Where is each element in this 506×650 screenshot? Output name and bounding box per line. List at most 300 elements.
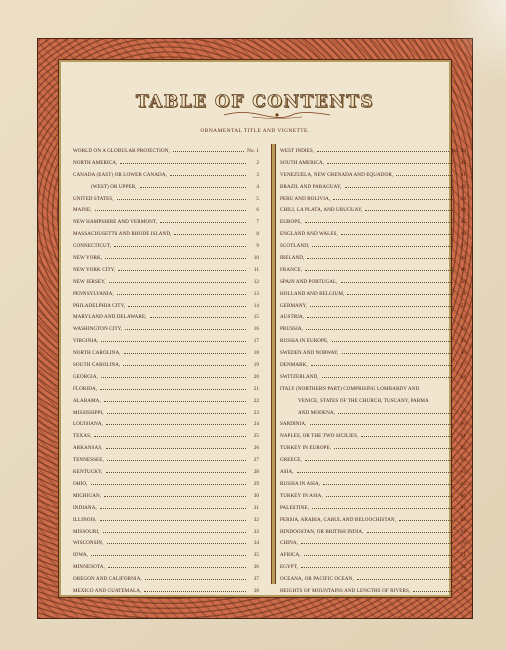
- toc-entry: [280, 576, 466, 588]
- toc-entry-page: 58: [460, 373, 466, 380]
- toc-entry: [280, 243, 466, 255]
- toc-entry-name: SOUTH CAROLINA,: [73, 362, 121, 369]
- toc-entry-name: NORTH CAROLINA,: [73, 350, 121, 357]
- dot-leader: [107, 410, 246, 414]
- toc-entry: [73, 564, 259, 576]
- dot-leader: [333, 196, 453, 200]
- toc-entry-page: 29: [253, 480, 259, 487]
- dot-leader: [297, 469, 453, 473]
- toc-entry: [73, 433, 259, 445]
- toc-entry-page: 7: [256, 219, 259, 226]
- toc-entry-name: TEXAS,: [73, 433, 92, 440]
- toc-entry: [280, 255, 466, 267]
- toc-entry-name: PERU AND BOLIVIA,: [280, 195, 331, 202]
- toc-entry: [73, 303, 259, 315]
- toc-entry-name: FLORIDA,: [73, 385, 98, 392]
- toc-entry-name: NEW YORK,: [73, 255, 103, 262]
- toc-entry-page: 33: [253, 528, 259, 535]
- toc-entry-name: INDIANA,: [73, 504, 97, 511]
- dot-leader: [413, 588, 453, 592]
- toc-entry-name: WORLD ON A GLOBULAR PROJECTION,: [73, 148, 170, 154]
- toc-entry-page: 45: [460, 219, 466, 226]
- toc-entry: [280, 457, 466, 469]
- dot-leader: [128, 303, 246, 307]
- toc-entry-page: 66: [460, 492, 466, 499]
- toc-entry: [280, 410, 466, 422]
- dot-leader: [120, 160, 246, 164]
- toc-entry: [280, 148, 466, 160]
- dot-leader: [100, 505, 246, 509]
- toc-entry: [73, 148, 259, 160]
- toc-entry-page: 23: [253, 409, 259, 416]
- toc-entry-page: 72: [460, 564, 466, 571]
- left-column: [73, 148, 259, 600]
- toc-entry-page: 22: [253, 397, 259, 404]
- toc-entry-page: 53: [460, 314, 466, 321]
- dot-leader: [399, 517, 453, 521]
- toc-entry-name: AUSTRIA,: [280, 314, 305, 321]
- dot-leader: [311, 362, 453, 366]
- toc-entry-page: 54: [460, 326, 466, 333]
- toc-entry-name: OHIO,: [73, 480, 88, 487]
- toc-entry-name: HEIGHTS OF MOUNTAINS AND LENGTHS OF RIVERS,: [280, 587, 411, 594]
- dot-leader: [345, 184, 454, 188]
- dot-leader: [108, 564, 246, 568]
- toc-entry-name: DENMARK,: [280, 362, 308, 369]
- toc-entry-page: 27: [253, 457, 259, 464]
- toc-entry-name: CHINA,: [280, 540, 299, 547]
- toc-entry: [280, 421, 466, 433]
- toc-entry-page: 50: [460, 278, 466, 285]
- toc-entry: [73, 445, 259, 457]
- toc-entry-name: VENEZUELA, NEW GRENADA AND EQUADOR,: [280, 171, 394, 178]
- dot-leader: [307, 255, 453, 259]
- toc-entry-page: 46: [460, 231, 466, 238]
- toc-entry: [280, 338, 466, 350]
- toc-entry-name: VIRGINIA,: [73, 338, 99, 345]
- toc-entry: [73, 505, 259, 517]
- dot-leader: [326, 493, 453, 497]
- dot-leader: [334, 445, 453, 449]
- toc-entry-name: ITALY (NORTHERN PART) COMPRISING LOMBARDY AND: [280, 385, 420, 392]
- toc-entry: [73, 386, 259, 398]
- dot-leader: [304, 552, 453, 556]
- toc-entry-page: 71: [460, 552, 466, 559]
- toc-entry-page: 17: [253, 338, 259, 345]
- toc-entry: [73, 588, 259, 600]
- toc-entry-page: 47: [460, 243, 466, 250]
- dot-leader: [347, 291, 453, 295]
- toc-entry: [73, 374, 259, 386]
- toc-entry-name: BRAZIL AND PARAGUAY,: [280, 183, 342, 190]
- toc-entry-name: OCEANA, OR PACIFIC OCEAN,: [280, 576, 354, 583]
- toc-entry-name: PENNSYLVANIA,: [73, 290, 114, 297]
- toc-entry: [280, 529, 466, 541]
- dot-leader: [361, 433, 453, 437]
- toc-entry: [73, 362, 259, 374]
- toc-entry-name: NEW JERSEY,: [73, 278, 106, 285]
- toc-entry: [280, 398, 466, 410]
- toc-entry-page: No. 1: [247, 148, 259, 154]
- toc-entry-name: PRUSSIA,: [280, 326, 304, 333]
- toc-entry: [280, 564, 466, 576]
- toc-entry-name: SWEDEN AND NORWAY,: [280, 350, 339, 357]
- toc-entry-name: PERSIA, ARABIA, CABUL AND BELOOCHISTAN,: [280, 516, 397, 523]
- toc-entry-page: 5: [256, 195, 259, 202]
- dot-leader: [106, 469, 246, 473]
- toc-entry-page: 15: [253, 314, 259, 321]
- toc-entry-name: AFRICA,: [280, 552, 301, 559]
- toc-entry-name: LOUISIANA,: [73, 421, 104, 428]
- dot-leader: [305, 219, 453, 223]
- toc-entry: [280, 303, 466, 315]
- toc-entry: [280, 267, 466, 279]
- toc-entry: [73, 398, 259, 410]
- dot-leader: [91, 552, 246, 556]
- toc-entry-page: 70: [460, 540, 466, 547]
- dot-leader: [145, 576, 246, 580]
- toc-entry-name: MEXICO AND GUATEMALA,: [73, 587, 142, 594]
- toc-entry-page: 51: [460, 290, 466, 297]
- dot-leader: [118, 267, 246, 271]
- toc-entry-page: 40: [460, 159, 466, 166]
- toc-entry: [73, 207, 259, 219]
- toc-entry-name: NEW YORK CITY,: [73, 266, 116, 273]
- toc-entry-name: EGYPT,: [280, 564, 298, 571]
- toc-entry: [280, 386, 466, 398]
- toc-entry-name: NAPLES, OR THE TWO SICILIES,: [280, 433, 359, 440]
- dot-leader: [117, 196, 246, 200]
- toc-entry-name: IRELAND,: [280, 255, 305, 262]
- toc-entry-name: RUSSIA IN EUROPE,: [280, 338, 329, 345]
- column-divider: [271, 144, 276, 584]
- toc-entry-name: MISSOURI,: [73, 528, 100, 535]
- dot-leader: [173, 148, 244, 152]
- dot-leader: [338, 410, 453, 414]
- toc-entry: [280, 445, 466, 457]
- toc-entry-page: 52: [460, 302, 466, 309]
- toc-entry: [280, 207, 466, 219]
- right-column: [280, 148, 466, 600]
- toc-entry-page: 12: [253, 278, 259, 285]
- toc-entry-name: UNITED STATES,: [73, 195, 114, 202]
- toc-entry: [73, 314, 259, 326]
- toc-entry-name: SCOTLAND,: [280, 243, 310, 250]
- toc-entry-name: HOLLAND AND BELGIUM,: [280, 290, 345, 297]
- toc-entry-page: 9: [256, 243, 259, 250]
- toc-entry: [73, 552, 259, 564]
- toc-entry-page: 69: [460, 528, 466, 535]
- dot-leader: [117, 291, 246, 295]
- toc-entry-name: NEW HAMPSHIRE AND VERMONT,: [73, 219, 158, 226]
- toc-entry-name: MICHIGAN,: [73, 492, 102, 499]
- toc-entry-page: 55: [460, 338, 466, 345]
- toc-entry: [280, 493, 466, 505]
- toc-entry: [73, 160, 259, 172]
- toc-entry: [73, 540, 259, 552]
- toc-entry-page: 4: [256, 183, 259, 190]
- dot-leader: [317, 148, 448, 152]
- toc-entry-page: No. 39: [451, 148, 466, 154]
- toc-entry-name: SARDINIA,: [280, 421, 307, 428]
- dot-leader: [332, 338, 453, 342]
- toc-entry: [73, 457, 259, 469]
- toc-entry: [73, 576, 259, 588]
- toc-entry-name: MAINE,: [73, 207, 92, 214]
- toc-entry-name: CHILI, LA PLATA, AND URUGUAY,: [280, 207, 363, 214]
- toc-entry: [73, 517, 259, 529]
- dot-leader: [310, 421, 453, 425]
- dot-leader: [170, 172, 246, 176]
- dot-leader: [91, 481, 246, 485]
- toc-entry-name: ENGLAND AND WALES,: [280, 231, 338, 238]
- toc-entry-name: EUROPE,: [280, 219, 302, 226]
- toc-entry-page: 11: [253, 266, 259, 273]
- dot-leader: [301, 564, 453, 568]
- toc-entry-name: ARKANSAS,: [73, 445, 103, 452]
- toc-entry-page: 62: [460, 445, 466, 452]
- toc-entry-page: 10: [253, 255, 259, 262]
- dot-leader: [144, 588, 246, 592]
- dot-leader: [301, 540, 453, 544]
- dot-leader: [140, 184, 246, 188]
- toc-entry: [280, 350, 466, 362]
- toc-entry-page: 21: [253, 385, 259, 392]
- toc-entry: [73, 326, 259, 338]
- toc-entry-page: 56: [460, 350, 466, 357]
- toc-entry: [73, 219, 259, 231]
- toc-entry-name: HINDOOSTAN, OR BRITISH INDIA,: [280, 528, 364, 535]
- toc-entry: [280, 517, 466, 529]
- toc-entry: [280, 326, 466, 338]
- toc-entry-page: 6: [256, 207, 259, 214]
- toc-entry-name: WISCONSIN,: [73, 540, 104, 547]
- toc-entry: [73, 338, 259, 350]
- dot-leader: [323, 481, 453, 485]
- toc-entry: [280, 362, 466, 374]
- dot-leader: [107, 540, 246, 544]
- ornamental-border: [37, 38, 473, 619]
- toc-entry-name: MASSACHUSETTS AND RHODE ISLAND,: [73, 231, 172, 238]
- toc-entry-page: 49: [460, 266, 466, 273]
- toc-entry: [73, 279, 259, 291]
- dot-leader: [109, 279, 246, 283]
- toc-entry-page: 25: [253, 433, 259, 440]
- toc-entry-page: 24: [253, 421, 259, 428]
- dot-leader: [104, 398, 246, 402]
- toc-entry: [73, 410, 259, 422]
- toc-entry: [73, 184, 259, 196]
- page-title: TABLE OF CONTENTS: [135, 92, 375, 112]
- dot-leader: [100, 386, 246, 390]
- flourish-ornament: [222, 110, 332, 120]
- toc-entry: [73, 421, 259, 433]
- toc-entry-page: 36: [253, 564, 259, 571]
- toc-entry-name: TENNESSEE,: [73, 457, 104, 464]
- dot-leader: [174, 231, 246, 235]
- toc-entry-name: VENICE, STATES OF THE CHURCH, TUSCANY, PARMA: [298, 397, 429, 404]
- toc-entry-name: IOWA,: [73, 552, 89, 559]
- toc-entry-name: GEORGIA,: [73, 373, 98, 380]
- dot-leader: [100, 517, 246, 521]
- toc-entry-name: WASHINGTON CITY,: [73, 326, 123, 333]
- toc-entry-name: OREGON AND CALIFORNIA,: [73, 576, 142, 583]
- toc-entry-name: MISSISSIPPI,: [73, 409, 104, 416]
- toc-entry-page: 20: [253, 373, 259, 380]
- toc-entry-name: GREECE,: [280, 457, 302, 464]
- toc-entry-name: (WEST) OR UPPER,: [91, 183, 137, 190]
- toc-entry-page: 37: [253, 576, 259, 583]
- toc-entry: [280, 588, 466, 600]
- toc-entry-name: AND MODENA,: [298, 409, 336, 416]
- toc-entry: [280, 184, 466, 196]
- toc-entry-page: 31: [253, 504, 259, 511]
- dot-leader: [367, 529, 453, 533]
- toc-entry-page: 73: [460, 576, 466, 583]
- toc-entry: [73, 243, 259, 255]
- dot-leader: [305, 267, 453, 271]
- toc-entry-name: NORTH AMERICA,: [73, 159, 118, 166]
- toc-entry-page: 16: [253, 326, 259, 333]
- dot-leader: [305, 457, 453, 461]
- toc-entry-page: 48: [460, 255, 466, 262]
- toc-entry-page: 35: [253, 552, 259, 559]
- toc-entry: [280, 540, 466, 552]
- toc-entry: [280, 160, 466, 172]
- toc-entry: [73, 469, 259, 481]
- toc-entry-name: CANADA (EAST) OR LOWER CANADA,: [73, 171, 167, 178]
- toc-entry-page: 68: [460, 516, 466, 523]
- toc-entry-name: GERMANY,: [280, 302, 308, 309]
- dot-leader: [150, 314, 246, 318]
- dot-leader: [306, 326, 453, 330]
- toc-entry-name: RUSSIA IN ASIA,: [280, 480, 321, 487]
- toc-entry-name: TURKEY IN ASIA,: [280, 492, 323, 499]
- toc-entry: [73, 255, 259, 267]
- dot-leader: [106, 445, 246, 449]
- toc-entry-name: CONNECTICUT,: [73, 243, 112, 250]
- dot-leader: [107, 457, 246, 461]
- toc-entry: [280, 196, 466, 208]
- toc-entry-name: MARYLAND AND DELAWARE,: [73, 314, 147, 321]
- toc-entry-page: 64: [460, 469, 466, 476]
- toc-entry-page: 67: [460, 504, 466, 511]
- toc-entry: [280, 291, 466, 303]
- dot-leader: [95, 207, 246, 211]
- toc-entry-page: 32: [253, 516, 259, 523]
- toc-entry-page: 41: [460, 171, 466, 178]
- toc-entry-name: SOUTH AMERICA,: [280, 159, 325, 166]
- toc-entry-page: 43: [460, 195, 466, 202]
- toc-entry: [280, 314, 466, 326]
- dot-leader: [103, 529, 246, 533]
- toc-entry-name: ALABAMA,: [73, 397, 101, 404]
- toc-entry: [73, 493, 259, 505]
- toc-entry-page: 61: [460, 433, 466, 440]
- dot-leader: [114, 243, 246, 247]
- toc-entry-page: 42: [460, 183, 466, 190]
- content-panel: [58, 59, 466, 598]
- toc-entry: [280, 231, 466, 243]
- dot-leader: [312, 243, 453, 247]
- toc-entry: [73, 231, 259, 243]
- toc-entry-page: 3: [256, 171, 259, 178]
- toc-entry-page: 19: [253, 362, 259, 369]
- dot-leader: [312, 505, 453, 509]
- toc-entry-page: 8: [256, 231, 259, 238]
- toc-entry-name: KENTUCKY,: [73, 469, 103, 476]
- dot-leader: [101, 374, 246, 378]
- toc-entry: [280, 433, 466, 445]
- dot-leader: [327, 160, 453, 164]
- toc-entry: [280, 505, 466, 517]
- toc-entry: [73, 481, 259, 493]
- toc-entry: [73, 291, 259, 303]
- toc-entry-page: 30: [253, 492, 259, 499]
- toc-entry: [73, 350, 259, 362]
- subtitle: ORNAMENTAL TITLE AND VIGNETTE.: [200, 128, 310, 134]
- dot-leader: [160, 219, 246, 223]
- toc-entry-name: SPAIN AND PORTUGAL,: [280, 278, 338, 285]
- dot-leader: [310, 303, 453, 307]
- toc-entry-page: 60: [460, 421, 466, 428]
- toc-entry: [280, 469, 466, 481]
- toc-entry-page: 26: [253, 445, 259, 452]
- toc-entry-page: 57: [460, 362, 466, 369]
- dot-leader: [396, 172, 453, 176]
- toc-entry: [73, 196, 259, 208]
- dot-leader: [104, 493, 246, 497]
- toc-entry: [73, 267, 259, 279]
- dot-leader: [125, 326, 246, 330]
- toc-entry-page: 13: [253, 290, 259, 297]
- dot-leader: [101, 338, 246, 342]
- toc-entry: [280, 374, 466, 386]
- toc-entry-name: FRANCE,: [280, 266, 303, 273]
- toc-entry-page: 44: [460, 207, 466, 214]
- dot-leader: [341, 231, 453, 235]
- dot-leader: [123, 362, 246, 366]
- dot-leader: [105, 255, 246, 259]
- dot-leader: [341, 279, 453, 283]
- toc-entry-page: 63: [460, 457, 466, 464]
- dot-leader: [342, 350, 453, 354]
- dot-leader: [365, 207, 453, 211]
- dot-leader: [124, 350, 246, 354]
- toc-entry: [73, 172, 259, 184]
- toc-entry: [280, 552, 466, 564]
- toc-entry-name: PHILADELPHIA CITY,: [73, 302, 126, 309]
- toc-entry-name: MINNESOTA,: [73, 564, 105, 571]
- toc-entry: [280, 279, 466, 291]
- toc-entry-name: ASIA,: [280, 469, 294, 476]
- toc-entry-name: PALESTINE,: [280, 504, 309, 511]
- dot-leader: [357, 576, 453, 580]
- toc-entry-name: SWITZERLAND,: [280, 373, 319, 380]
- dot-leader: [307, 314, 453, 318]
- toc-entry: [280, 481, 466, 493]
- toc-entry-name: WEST INDIES,: [280, 148, 315, 154]
- toc-entry-page: 74: [460, 587, 466, 594]
- toc-entry-page: 18: [253, 350, 259, 357]
- dot-leader: [106, 421, 246, 425]
- toc-entry: [73, 529, 259, 541]
- toc-entry-page: 14: [253, 302, 259, 309]
- toc-entry: [280, 219, 466, 231]
- toc-entry-page: 59: [460, 409, 466, 416]
- toc-entry-page: 38: [253, 587, 259, 594]
- toc-entry-page: 65: [460, 480, 466, 487]
